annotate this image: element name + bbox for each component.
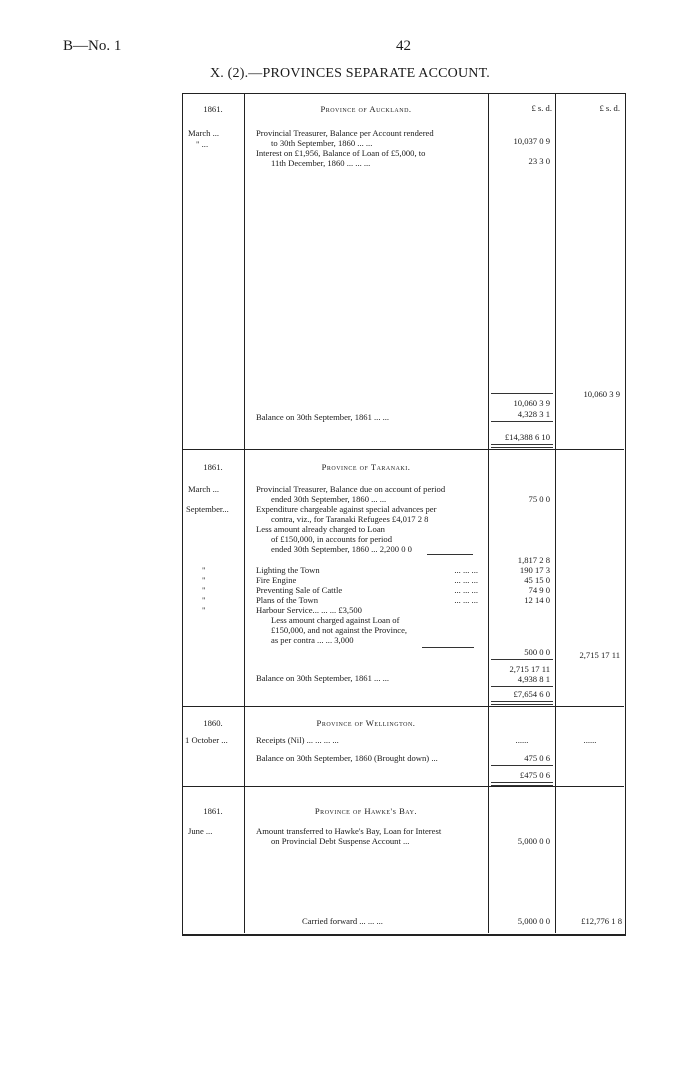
auckland-line-1: Provincial Treasurer, Balance per Account rendered <box>256 128 434 138</box>
taranaki-harbour-amount: 500 0 0 <box>524 647 550 657</box>
taranaki-item-amount: 45 15 0 <box>524 575 550 585</box>
auckland-balance-label: Balance on 30th September, 1861 ... ... <box>256 412 390 422</box>
taranaki-item-amount: 12 14 0 <box>524 595 550 605</box>
taranaki-year: 1861. <box>203 462 223 472</box>
taranaki-line-1: Provincial Treasurer, Balance due on account of period <box>256 484 446 494</box>
taranaki-item-label: Lighting the Town <box>256 565 320 575</box>
taranaki-item-dots: ... ... ... <box>454 565 478 575</box>
taranaki-item-dots: ... ... ... <box>454 595 478 605</box>
wellington-year: 1860. <box>203 718 223 728</box>
wellington-right-1: ...... <box>583 735 597 745</box>
taranaki-line-1b: ended 30th September, 1860 ... ... <box>271 494 387 504</box>
taranaki-line-3c: ended 30th September, 1860 ... 2,200 0 0 <box>271 544 412 554</box>
taranaki-ditto-2: " <box>202 575 206 585</box>
wellington-balance-label: Balance on 30th September, 1860 (Brought down) ... <box>256 753 438 763</box>
description-column-divider <box>488 93 489 933</box>
wellington-date-1: 1 October ... <box>185 735 228 745</box>
wellington-grand-total: £475 0 6 <box>519 770 550 780</box>
taranaki-item-label: Plans of the Town <box>256 595 319 605</box>
auckland-subtotal: 10,060 3 9 <box>513 398 550 408</box>
section-divider-1 <box>182 449 624 450</box>
taranaki-less-3: as per contra ... ... 3,000 <box>271 635 354 645</box>
hawkes-bay-line-1b: on Provincial Debt Suspense Account ... <box>271 836 410 846</box>
taranaki-balance-rule <box>491 686 553 687</box>
hawkes-bay-heading: Province of Hawke's Bay. <box>314 806 418 816</box>
wellington-amount-1: ...... <box>515 735 529 745</box>
auckland-amount-1: 10,037 0 9 <box>513 136 550 146</box>
taranaki-ditto-5: " <box>202 605 206 615</box>
auckland-date-2: " ... <box>196 139 209 149</box>
taranaki-item-label: Preventing Sale of Cattle <box>256 585 343 595</box>
taranaki-balance-label: Balance on 30th September, 1861 ... ... <box>256 673 390 683</box>
taranaki-subtotal: 2,715 17 11 <box>509 664 550 674</box>
auckland-heading: Province of Auckland. <box>320 104 412 114</box>
taranaki-line-3b: of £150,000, in accounts for period <box>271 534 393 544</box>
taranaki-amount-2: 1,817 2 8 <box>517 555 550 565</box>
carried-forward-total: £12,776 1 8 <box>581 916 622 926</box>
auckland-line-2b: 11th December, 1860 ... ... ... <box>271 158 371 168</box>
taranaki-ditto-4: " <box>202 595 206 605</box>
carried-forward-subtotal: 5,000 0 0 <box>517 916 550 926</box>
auckland-year: 1861. <box>203 104 223 114</box>
taranaki-sum-rule <box>491 659 553 660</box>
taranaki-less-2: £150,000, and not against the Province, <box>271 625 408 635</box>
taranaki-line-2b: contra, viz., for Taranaki Refugees £4,017 2 8 <box>271 514 429 524</box>
auckland-total-right: 10,060 3 9 <box>583 389 620 399</box>
section-divider-2 <box>182 706 624 707</box>
carried-forward-label: Carried forward ... ... ... <box>302 916 383 926</box>
total-money-heading: £ s. d. <box>599 103 620 113</box>
account-table <box>182 93 626 936</box>
taranaki-line-3: Less amount already charged to Loan <box>256 524 385 534</box>
taranaki-double-rule <box>491 701 553 705</box>
auckland-amount-2: 23 3 0 <box>528 156 550 166</box>
taranaki-less-rule <box>427 554 473 555</box>
taranaki-item-amount: 190 17 3 <box>519 565 550 575</box>
wellington-line-1: Receipts (Nil) ... ... ... ... <box>256 735 339 745</box>
taranaki-harbour: Harbour Service... ... ... £3,500 <box>256 605 362 615</box>
taranaki-heading: Province of Taranaki. <box>321 462 411 472</box>
auckland-grand-total: £14,388 6 10 <box>504 432 550 442</box>
auckland-line-1b: to 30th September, 1860 ... ... <box>271 138 373 148</box>
wellington-balance-rule <box>491 765 553 766</box>
taranaki-ditto-3: " <box>202 585 206 595</box>
auckland-line-2: Interest on £1,956, Balance of Loan of £5,000, to <box>256 148 426 158</box>
auckland-balance-rule <box>491 421 553 422</box>
taranaki-item-dots: ... ... ... <box>454 575 478 585</box>
wellington-balance: 475 0 6 <box>524 753 550 763</box>
hawkes-bay-amount-1: 5,000 0 0 <box>517 836 550 846</box>
wellington-heading: Province of Wellington. <box>316 718 416 728</box>
taranaki-line-2: Expenditure chargeable against special advances per <box>256 504 437 514</box>
taranaki-item-amount: 74 9 0 <box>528 585 550 595</box>
sub-money-heading: £ s. d. <box>531 103 552 113</box>
auckland-double-rule <box>491 444 553 448</box>
taranaki-harbour-rule <box>422 647 474 648</box>
taranaki-total-right: 2,715 17 11 <box>579 650 620 660</box>
taranaki-balance: 4,938 8 1 <box>517 674 550 684</box>
taranaki-grand-total: £7,654 6 0 <box>513 689 550 699</box>
hawkes-bay-year: 1861. <box>203 806 223 816</box>
document-reference: B—No. 1 <box>63 38 122 54</box>
page-title: X. (2).—PROVINCES SEPARATE ACCOUNT. <box>209 66 491 81</box>
taranaki-date-1: March ... <box>188 484 220 494</box>
section-divider-3 <box>182 786 624 787</box>
hawkes-bay-date-1: June ... <box>188 826 213 836</box>
hawkes-bay-line-1: Amount transferred to Hawke's Bay, Loan for Interest <box>256 826 442 836</box>
auckland-date-1: March ... <box>188 128 220 138</box>
taranaki-item-dots: ... ... ... <box>454 585 478 595</box>
auckland-sum-rule <box>491 393 553 394</box>
page-number: 42 <box>396 38 411 54</box>
taranaki-amount-1: 75 0 0 <box>528 494 550 504</box>
auckland-balance: 4,328 3 1 <box>517 409 550 419</box>
taranaki-less-1: Less amount charged against Loan of <box>271 615 400 625</box>
taranaki-date-2: September... <box>186 504 229 514</box>
taranaki-ditto-1: " <box>202 565 206 575</box>
taranaki-item-label: Fire Engine <box>256 575 297 585</box>
amount-column-divider <box>555 93 556 933</box>
